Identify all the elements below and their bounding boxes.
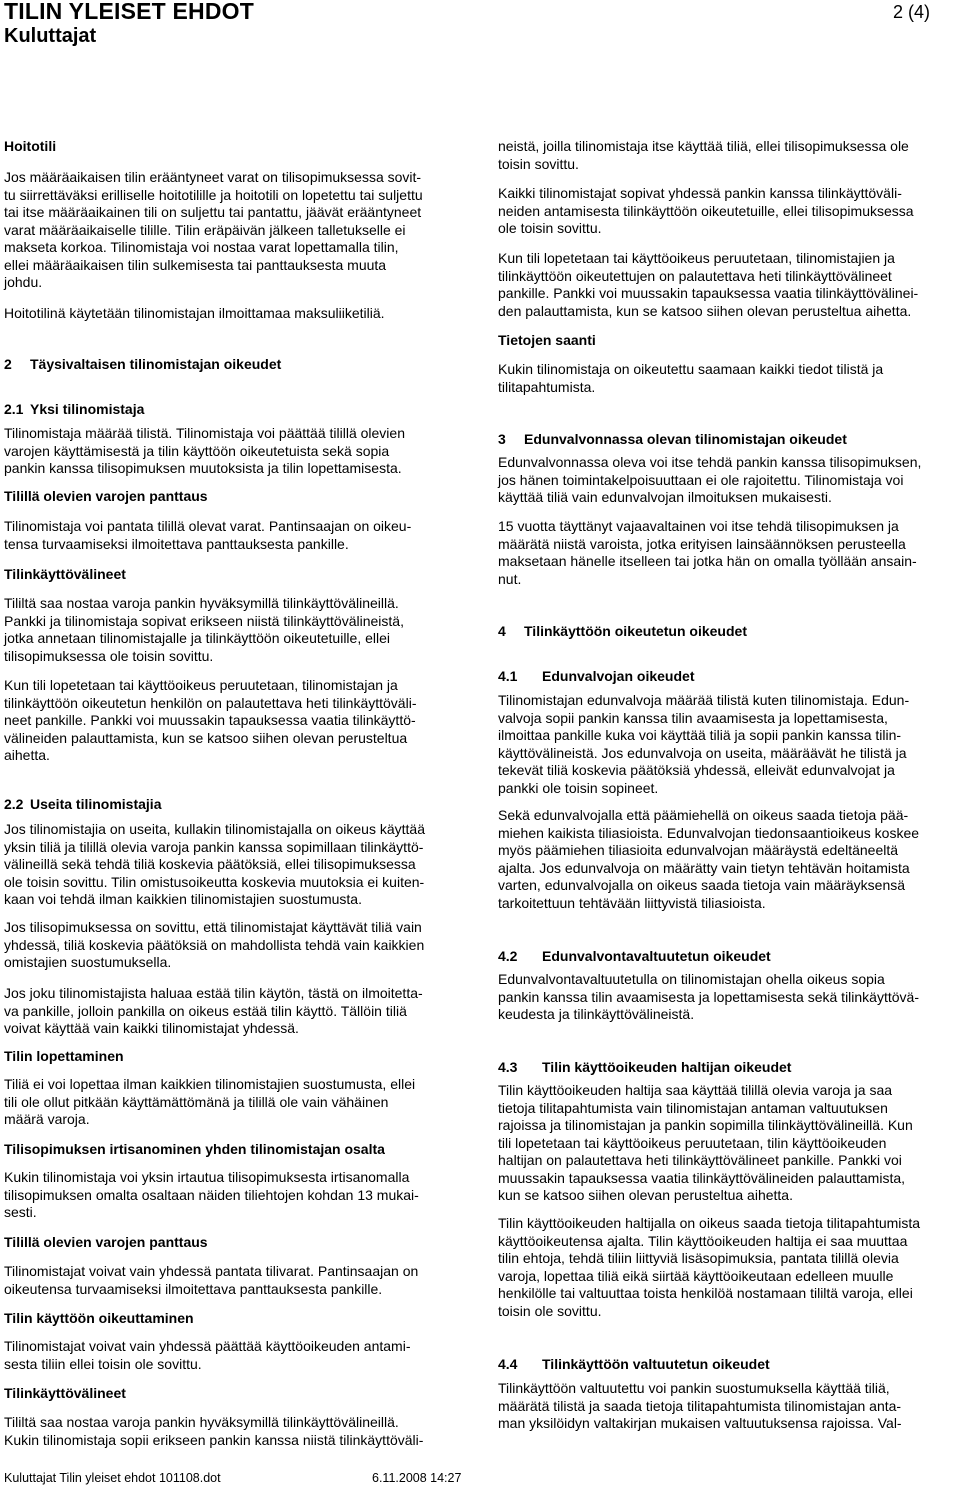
section-number: 4.2	[498, 948, 518, 964]
paragraph: neistä, joilla tilinomistaja itse käyttää tiliä, ellei tilisopimuksessa ole toisin sovittu.	[498, 138, 909, 172]
paragraph: Tilinkäyttöön valtuutettu voi pankin suostumuksella käyttää tiliä, määrätä tilistä ja saada tietoja tilitapahtumista tilinomistajan anta- man yksilöidyn valtakirjan mukaisen valtuutuksensa rajoissa. Val-	[498, 1380, 902, 1431]
paragraph: Kukin tilinomistaja on oikeutettu saamaan kaikki tiedot tilistä ja tilitapahtumista.	[498, 361, 884, 395]
paragraph: Tililtä saa nostaa varoja pankin hyväksymillä tilinkäyttövälineillä. Kukin tilinomistaja sopii erikseen pankin kanssa niistä tilinkäyttöväli-	[4, 1414, 424, 1448]
heading-panttaus: Tilillä olevien varojen panttaus	[4, 1234, 208, 1250]
heading-hoitotili: Hoitotili	[4, 138, 57, 154]
heading-irtisanominen: Tilisopimuksen irtisanominen yhden tilinomistajan osalta	[4, 1141, 385, 1157]
section-number: 2.2	[4, 796, 24, 812]
paragraph: Tilinomistajat voivat vain yhdessä pantata tilivarat. Pantinsaajan on oikeutensa turvaamiseksi ilmoitettava panttauksesta pankille.	[4, 1263, 419, 1297]
page-number: 2 (4)	[892, 2, 930, 22]
footer-timestamp: 6.11.2008 14:27	[372, 1471, 462, 1485]
section-heading-4-1	[498, 668, 960, 686]
paragraph: Hoitotilinä käytetään tilinomistajan ilmoittamaa maksuliiketiliä.	[4, 305, 385, 321]
section-title: Edunvalvojan oikeudet	[542, 668, 695, 684]
paragraph: Edunvalvonnassa oleva voi itse tehdä pankin kanssa tilisopimuksen, jos hänen toimintakelpoisuuttaan ei ole rajoitettu. Tilinomistaja voi käyttää tiliä vain edunvalvojan ilmoituksen mukaisesti.	[498, 454, 922, 505]
paragraph: Tilin käyttöoikeuden haltija saa käyttää tilillä olevia varoja ja saa tietoja tilitapahtumista vain tilinomistajan antaman valtuutuksen rajoissa ja tilinomistajan ja pankin sopimilla tilinkäyttövälineillä. Kun tili lopetetaan tai käyttöoikeus peruutetaan, tilin käyttöoikeuden haltijan on palautettava heti tilinkäyttövälineet pankille. Pankki voi muussakin tapauksessa vaatia tilinkäyttövälineiden palauttamista, kun se katsoo siihen olevan perusteltua aihetta.	[498, 1082, 913, 1203]
footer-filename: Kuluttajat Tilin yleiset ehdot 101108.dot	[4, 1471, 221, 1485]
section-heading-4-3	[498, 1059, 960, 1077]
heading-tietojen-saanti: Tietojen saanti	[498, 332, 596, 348]
section-heading-2-1	[4, 401, 466, 419]
section-title: Tilin käyttöoikeuden haltijan oikeudet	[542, 1059, 792, 1075]
paragraph: Tilinomistaja voi pantata tilillä olevat varat. Pantinsaajan on oikeu- tensa turvaamiseksi ilmoitettava panttauksesta pankille.	[4, 518, 412, 552]
paragraph: Tilinomistajan edunvalvoja määrää tilistä kuten tilinomistaja. Edun- valvoja sopii pankin kanssa tilin avaamisesta ja lopettamisesta, ilmoittaa pankille kuka voi käyttää tiliä ja sopii pankin kanssa tilin- käyttövälineistä. Jos edunvalvoja on useita, määräävät he tilistä ja tekevät tiliä koskevia päätöksiä yhdessä, elleivät edunvalvojat ja pankki ole toisin sopineet.	[498, 692, 910, 796]
paragraph: Kun tili lopetetaan tai käyttöoikeus peruutetaan, tilinomistajien ja tilinkäyttöön oikeutettujen on palautettava heti tilinkäyttövälineet pankille. Pankki voi muussakin tapauksessa vaatia tilinkäyttövälinei- den palauttamista, kun se katsoo siihen olevan perusteltua aihetta.	[498, 250, 919, 319]
section-number: 4.1	[498, 668, 518, 684]
section-heading-4	[498, 623, 960, 641]
section-heading-2-2	[4, 796, 466, 814]
section-title: Edunvalvonnassa olevan tilinomistajan oikeudet	[524, 431, 847, 447]
section-title: Täysivaltaisen tilinomistajan oikeudet	[30, 356, 282, 372]
section-number: 2.1	[4, 401, 24, 417]
paragraph: Sekä edunvalvojalla että päämiehellä on oikeus saada tietoja pää- miehen kaikista tiliasioista. Edunvalvojan tiedonsaantioikeus koskee myös päämiehen tiliasioita edunvalvojan määräystä edeltäneeltä ajalta. Jos edunvalvoja on määrätty vain tietyn tehtävän hoitamista varten, edunvalvojalla on oikeus saada tietoja vain määräyksensä tarkoitettuun tehtävään liittyvistä tiliasioista.	[498, 807, 920, 911]
heading-tilinkayttovalineet: Tilinkäyttövälineet	[4, 1385, 126, 1401]
section-title: Useita tilinomistajia	[30, 796, 162, 812]
paragraph: Jos joku tilinomistajista haluaa estää tilin käytön, tästä on ilmoitetta- va pankille, jolloin pankilla on oikeus estää tilin käyttö. Tällöin tiliä voivat käyttää vain kaikki tilinomistajat yhdessä.	[4, 985, 423, 1036]
paragraph: Kaikki tilinomistajat sopivat yhdessä pankin kanssa tilinkäyttöväli- neiden antamisesta tilinkäyttöön oikeutetuille, ellei tilisopimuksessa ole toisin sovittu.	[498, 185, 914, 236]
paragraph: Kun tili lopetetaan tai käyttöoikeus peruutetaan, tilinomistajan ja tilinkäyttöön oikeutetun henkilön on palautettava heti tilinkäyttöväli- neet pankille. Pankki voi muussakin tapauksessa vaatia tilinkäyttö- välineiden palauttamista, kun se katsoo siihen olevan perusteltua aihetta.	[4, 677, 417, 763]
section-heading-3	[498, 431, 960, 449]
paragraph: Tililtä saa nostaa varoja pankin hyväksymillä tilinkäyttövälineillä. Pankki ja tilinomistaja sopivat erikseen niistä tilinkäyttövälineistä, jotka annetaan tilinomistajalle ja tilinkäyttöön oikeutetuille, ellei tilisopimuksessa ole toisin sovittu.	[4, 595, 404, 664]
heading-tilin-lopettaminen: Tilin lopettaminen	[4, 1048, 124, 1064]
heading-panttaus: Tilillä olevien varojen panttaus	[4, 488, 208, 504]
section-title: Yksi tilinomistaja	[30, 401, 145, 417]
section-number: 3	[498, 431, 506, 447]
section-heading-4-4	[498, 1356, 960, 1374]
paragraph: Tilinomistajat voivat vain yhdessä päättää käyttöoikeuden antami- sesta tiliin ellei toisin ole sovittu.	[4, 1338, 411, 1372]
section-number: 2	[4, 356, 12, 372]
section-title: Tilinkäyttöön oikeutetun oikeudet	[524, 623, 747, 639]
paragraph: 15 vuotta täyttänyt vajaavaltainen voi itse tehdä tilisopimuksen ja määrätä niistä varoista, jotka erityisen lainsäännöksen perusteella maksetaan hänelle itselleen tai jotka hän on omalla työllään ansain- nut.	[498, 518, 917, 587]
heading-tilinkayttovalineet: Tilinkäyttövälineet	[4, 566, 126, 582]
section-number: 4.4	[498, 1356, 518, 1372]
page-title: TILIN YLEISET EHDOT	[4, 0, 255, 24]
paragraph: Jos määräaikaisen tilin erääntyneet varat on tilisopimuksessa sovit- tu siirrettäväksi erilliselle hoitotilille ja hoitotili on lopetettu tai suljettu tai itse määräaikainen tili on suljettu tai pantattu, jäävät erääntyneet varat määräaikaiselle tilille. Tilin eräpäivän jälkeen talletukselle ei makseta korkoa. Tilinomistaja voi nostaa varat lopettamalla tilin, ellei määräaikaisen tilin sulkemisesta tai panttauksesta muuta johdu.	[4, 169, 423, 290]
page-subtitle: Kuluttajat	[4, 25, 97, 47]
paragraph: Tilin käyttöoikeuden haltijalla on oikeus saada tietoja tilitapahtumista käyttöoikeutensa ajalta. Tilin käyttöoikeuden haltija ei saa muuttaa tilin ehtoja, tehdä tiliin liittyviä lisäsopimuksia, pantata tilillä olevia varoja, lopettaa tiliä eikä siirtää käyttöoikeutaan edelleen muulle henkilölle tai valtuuttaa toista henkilöä nostamaan tililtä varoja, ellei toisin ole sovittu.	[498, 1215, 921, 1319]
paragraph: Tilinomistaja määrää tilistä. Tilinomistaja voi päättää tilillä olevien varojen käyttämisestä ja tilin käyttöön oikeutetuista sekä sopia pankin kanssa tilisopimuksen muutoksista ja tilin lopettamisesta.	[4, 425, 405, 476]
paragraph: Tiliä ei voi lopettaa ilman kaikkien tilinomistajien suostumusta, ellei tili ole ollut pitkään käyttämättömänä ja tilillä ole vain vähäinen määrä varoja.	[4, 1076, 416, 1127]
section-heading-4-2	[498, 948, 960, 966]
paragraph: Kukin tilinomistaja voi yksin irtautua tilisopimuksesta irtisanomalla tilisopimuksen omalta osaltaan näiden tiliehtojen kohdan 13 mukai- sesti.	[4, 1169, 419, 1220]
paragraph: Jos tilinomistajia on useita, kullakin tilinomistajalla on oikeus käyttää yksin tiliä ja tilillä olevia varoja pankin kanssa sopimillaan tilinkäyttö- välineillä sekä tehdä tiliä koskevia päätöksiä, ellei tilisopimuksessa ole toisin sovittu. Tilin omistusoikeutta koskevia muutoksia ei kuiten- kaan voi tehdä ilman kaikkien tilinomistajien suostumusta.	[4, 821, 425, 907]
section-heading-2	[4, 356, 466, 374]
heading-kayttoon-oikeuttaminen: Tilin käyttöön oikeuttaminen	[4, 1310, 194, 1326]
section-number: 4.3	[498, 1059, 518, 1075]
section-title: Tilinkäyttöön valtuutetun oikeudet	[542, 1356, 770, 1372]
section-number: 4	[498, 623, 506, 639]
section-title: Edunvalvontavaltuutetun oikeudet	[542, 948, 771, 964]
paragraph: Jos tilisopimuksessa on sovittu, että tilinomistajat käyttävät tiliä vain yhdessä, tiliä koskevia päätöksiä on mahdollista tehdä vain kaikkien omistajien suostumuksella.	[4, 919, 425, 970]
paragraph: Edunvalvontavaltuutetulla on tilinomistajan ohella oikeus sopia pankin kanssa tilin avaamisesta ja lopettamisesta sekä tilinkäyttövä- keudesta ja tilinkäyttövälineistä.	[498, 971, 919, 1022]
